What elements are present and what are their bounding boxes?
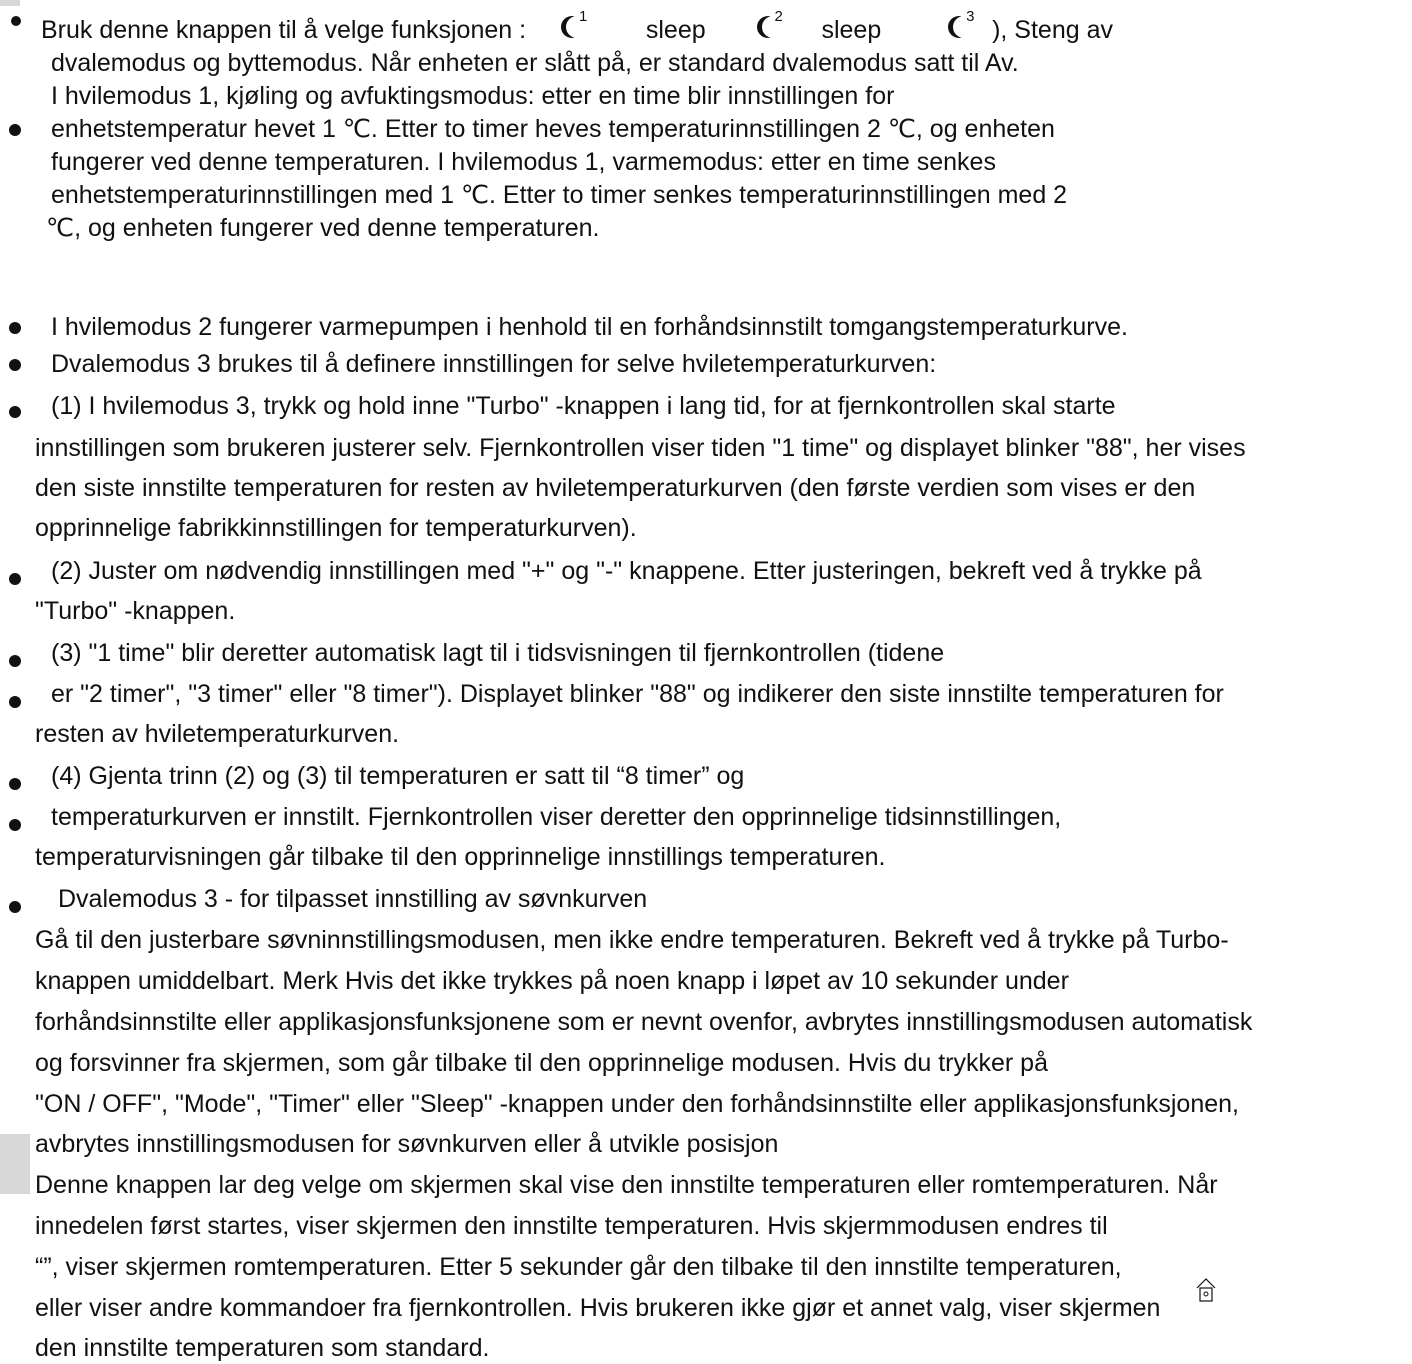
- bullet: [9, 778, 21, 790]
- bullet-text-9: Dvalemodus 3 - for tilpasset innstilling av søvnkurven: [58, 885, 648, 913]
- sleep-text-line-6: enhetstemperaturinnstillingen med 1 ℃. Etter to timer senkes temperaturinnstillingen med 2: [51, 181, 1068, 209]
- display-line-1: Denne knappen lar deg velge om skjermen skal vise den innstilte temperaturen eller romtemperaturen. Når: [35, 1171, 1218, 1199]
- bullet: [9, 901, 21, 913]
- gray-marker-side: [0, 1134, 30, 1194]
- bullet-text-8-cont: temperaturvisningen går tilbake til den opprinnelige innstillings temperaturen.: [35, 843, 886, 871]
- sleep-label-1: sleep: [645, 16, 706, 44]
- sleep-moon-icon-3: 3: [951, 14, 985, 40]
- custom-mode-line-4: og forsvinner fra skjermen, som går tilbake til den opprinnelige modusen. Hvis du trykker på: [35, 1049, 1048, 1077]
- bullet-text-3-cont-1: innstillingen som brukeren justerer selv. Fjernkontrollen viser tiden "1 time" og displayet blinker "88", her vises: [35, 434, 1246, 462]
- bullet: [9, 696, 21, 708]
- bullet: [9, 359, 21, 371]
- custom-mode-line-2: knappen umiddelbart. Merk Hvis det ikke trykkes på noen knapp i løpet av 10 sekunder under: [35, 967, 1069, 995]
- bullet-text-6: er "2 timer", "3 timer" eller "8 timer"). Displayet blinker "88" og indikerer den siste innstilte temperaturen for: [51, 680, 1224, 708]
- bullet: [9, 573, 21, 585]
- gray-marker-top: [0, 0, 20, 6]
- sleep-intro-text: Bruk denne knappen til å velge funksjonen :: [41, 16, 527, 44]
- sleep-intro-line: [41, 8, 1113, 46]
- bullet-text-3-cont-2: den siste innstilte temperaturen for resten av hviletemperaturkurven (den første verdien som vises er den: [35, 474, 1196, 502]
- bullet-text-4-cont: "Turbo" -knappen.: [35, 597, 236, 625]
- bullet: [9, 655, 21, 667]
- bullet: [9, 124, 21, 136]
- sleep-text-line-4: enhetstemperatur hevet 1 ℃. Etter to timer heves temperaturinnstillingen 2 ℃, og enheten: [51, 115, 1055, 143]
- custom-mode-line-5: "ON / OFF", "Mode", "Timer" eller "Sleep" -knappen under den forhåndsinnstilte eller applikasjonsfunksjonen,: [35, 1090, 1239, 1118]
- sleep-text-line-3: I hvilemodus 1, kjøling og avfuktingsmodus: etter en time blir innstillingen for: [51, 82, 895, 110]
- sleep-label-2: sleep: [821, 16, 882, 44]
- sleep-moon-icon-1: 1: [564, 14, 598, 40]
- bullet: [9, 406, 21, 418]
- display-line-3: “”, viser skjermen romtemperaturen. Etter 5 sekunder går den tilbake til den innstilte temperaturen,: [35, 1253, 1122, 1281]
- sleep-after-icons-text: ), Steng av: [992, 16, 1113, 44]
- display-line-2: innedelen først startes, viser skjermen den innstilte temperaturen. Hvis skjermmodusen endres til: [35, 1212, 1108, 1240]
- bullet-text-4: (2) Juster om nødvendig innstillingen med "+" og "-" knappene. Etter justeringen, bekreft ved å trykke på: [51, 557, 1202, 585]
- display-line-5: den innstilte temperaturen som standard.: [35, 1334, 490, 1362]
- bullet-text-3-cont-3: opprinnelige fabrikkinnstillingen for temperaturkurven).: [35, 514, 637, 542]
- bullet-text-8: temperaturkurven er innstilt. Fjernkontrollen viser deretter den opprinnelige tidsinnstillingen,: [51, 803, 1062, 831]
- sleep-text-line-7: ℃, og enheten fungerer ved denne temperaturen.: [46, 214, 600, 242]
- custom-mode-line-1: Gå til den justerbare søvninnstillingsmodusen, men ikke endre temperaturen. Bekreft ved å trykke på Turbo-: [35, 926, 1229, 954]
- custom-mode-line-6: avbrytes innstillingsmodusen for søvnkurven eller å utvikle posisjon: [35, 1130, 779, 1158]
- display-line-4: eller viser andre kommandoer fra fjernkontrollen. Hvis brukeren ikke gjør et annet valg, viser skjermen: [35, 1294, 1161, 1322]
- sleep-text-line-5: fungerer ved denne temperaturen. I hvilemodus 1, varmemodus: etter en time senkes: [51, 148, 996, 176]
- room-temperature-icon: [1196, 1278, 1216, 1302]
- bullet-text-1: I hvilemodus 2 fungerer varmepumpen i henhold til en forhåndsinnstilt tomgangstemperaturkurve.: [51, 313, 1128, 341]
- bullet-text-2: Dvalemodus 3 brukes til å definere innstillingen for selve hviletemperaturkurven:: [51, 350, 937, 378]
- bullet: [9, 322, 21, 334]
- bullet-text-7: (4) Gjenta trinn (2) og (3) til temperaturen er satt til “8 timer” og: [51, 762, 745, 790]
- sleep-moon-icon-2: 2: [760, 14, 794, 40]
- bullet: [11, 16, 21, 26]
- bullet-text-5: (3) "1 time" blir deretter automatisk lagt til i tidsvisningen til fjernkontrollen (tidene: [51, 639, 945, 667]
- custom-mode-line-3: forhåndsinnstilte eller applikasjonsfunksjonene som er nevnt ovenfor, avbrytes innstillingsmodusen automatisk: [35, 1008, 1253, 1036]
- sleep-text-line-2: dvalemodus og byttemodus. Når enheten er slått på, er standard dvalemodus satt til Av.: [51, 49, 1019, 77]
- bullet: [9, 819, 21, 831]
- bullet-text-3: (1) I hvilemodus 3, trykk og hold inne "Turbo" -knappen i lang tid, for at fjernkontrollen skal starte: [51, 392, 1116, 420]
- bullet-text-6-cont: resten av hviletemperaturkurven.: [35, 720, 400, 748]
